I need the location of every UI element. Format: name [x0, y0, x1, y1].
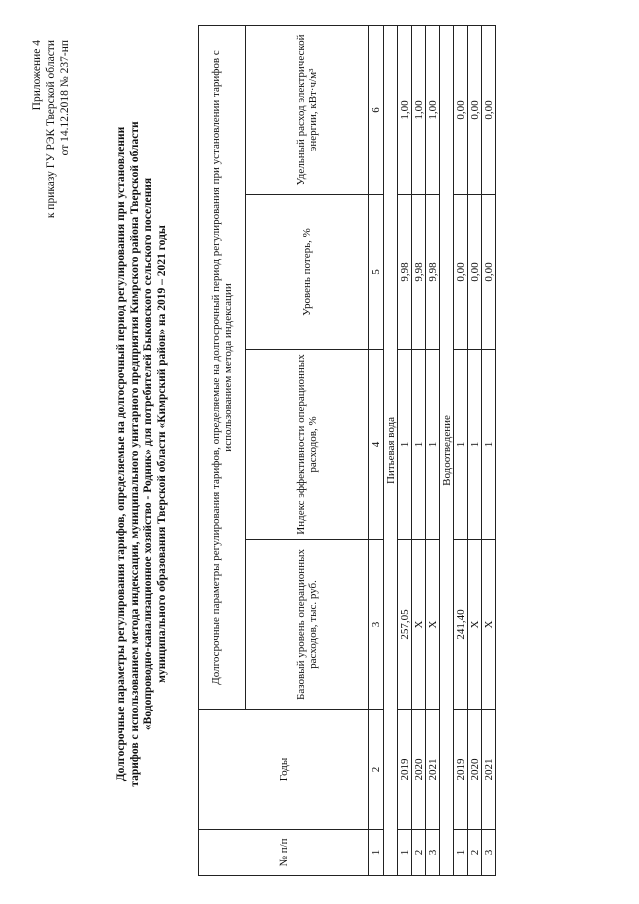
- cell-energy: 0,00: [468, 25, 482, 194]
- col-years-header: Годы: [199, 710, 369, 830]
- section-row: [440, 25, 454, 875]
- column-number: 5: [369, 195, 384, 350]
- cell-loss: 0,00: [482, 195, 496, 350]
- cell-loss: 9,98: [398, 195, 412, 350]
- section-title-wastewater: Водоотведение: [440, 25, 454, 875]
- cell-index: 1: [482, 350, 496, 540]
- col-energy-header: Удельный расход электрической энергии, кВт·ч/м³: [246, 25, 369, 194]
- col-group-header: Долгосрочные параметры регулирования тарифов, определяемые на долгосрочный период регулирования при установлении тарифов с использованием метода индексации: [199, 25, 246, 709]
- header-row: [199, 25, 246, 875]
- cell-number: 2: [412, 830, 426, 876]
- appendix-line: Приложение 4: [31, 40, 43, 111]
- cell-year: 2020: [468, 710, 482, 830]
- section-row: [384, 25, 398, 875]
- column-number-row: [369, 25, 384, 875]
- table-row: [482, 25, 496, 875]
- cell-base: X: [426, 540, 440, 710]
- cell-base: X: [468, 540, 482, 710]
- column-number: 1: [369, 830, 384, 876]
- table-row: [454, 25, 468, 875]
- table-row: [412, 25, 426, 875]
- cell-year: 2021: [426, 710, 440, 830]
- cell-energy: 1,00: [426, 25, 440, 194]
- column-number: 4: [369, 350, 384, 540]
- tariff-parameters-table: [198, 25, 496, 876]
- column-number: 2: [369, 710, 384, 830]
- cell-loss: 0,00: [454, 195, 468, 350]
- appendix-reference: [30, 40, 72, 218]
- col-base-header: Базовый уровень операционных расходов, тыс. руб.: [246, 540, 369, 710]
- title-line: муниципального образования Тверской области «Кимрский район» на 2019 – 2021 годы: [155, 225, 168, 683]
- title-line: тарифов с использованием метода индексации, муниципального унитарного предприятия Кимрского района Тверской области: [128, 121, 141, 787]
- cell-energy: 0,00: [454, 25, 468, 194]
- cell-year: 2019: [398, 710, 412, 830]
- table-row: [426, 25, 440, 875]
- table-row: [398, 25, 412, 875]
- cell-year: 2020: [412, 710, 426, 830]
- document-title: [115, 74, 169, 834]
- cell-year: 2019: [454, 710, 468, 830]
- title-line: «Водопроводно-канализационное хозяйство - Родник» для потребителей Быковского сельского поселения: [142, 177, 154, 731]
- col-index-header: Индекс эффективности операционных расходов, %: [246, 350, 369, 540]
- column-number: 3: [369, 540, 384, 710]
- cell-number: 3: [482, 830, 496, 876]
- appendix-line: к приказу ГУ РЭК Тверской области: [45, 40, 57, 219]
- cell-index: 1: [426, 350, 440, 540]
- cell-index: 1: [412, 350, 426, 540]
- cell-index: 1: [454, 350, 468, 540]
- cell-base: 241,40: [454, 540, 468, 710]
- cell-index: 1: [468, 350, 482, 540]
- table-row: [468, 25, 482, 875]
- cell-base: X: [482, 540, 496, 710]
- column-number: 6: [369, 25, 384, 194]
- cell-number: 3: [426, 830, 440, 876]
- cell-number: 2: [468, 830, 482, 876]
- cell-loss: 9,98: [412, 195, 426, 350]
- cell-loss: 0,00: [468, 195, 482, 350]
- cell-energy: 1,00: [398, 25, 412, 194]
- cell-number: 1: [454, 830, 468, 876]
- cell-index: 1: [398, 350, 412, 540]
- col-number-header: № п/п: [199, 830, 369, 876]
- cell-year: 2021: [482, 710, 496, 830]
- cell-number: 1: [398, 830, 412, 876]
- cell-energy: 1,00: [412, 25, 426, 194]
- title-line: Долгосрочные параметры регулирования тарифов, определяемые на долгосрочный период регулирования при установлении: [115, 126, 127, 782]
- cell-energy: 0,00: [482, 25, 496, 194]
- col-loss-header: Уровень потерь, %: [246, 195, 369, 350]
- cell-base: X: [412, 540, 426, 710]
- section-title-drinking-water: Питьевая вода: [384, 25, 398, 875]
- appendix-line: от 14.12.2018 № 237-нп: [59, 40, 71, 156]
- cell-base: 257,05: [398, 540, 412, 710]
- cell-loss: 9,98: [426, 195, 440, 350]
